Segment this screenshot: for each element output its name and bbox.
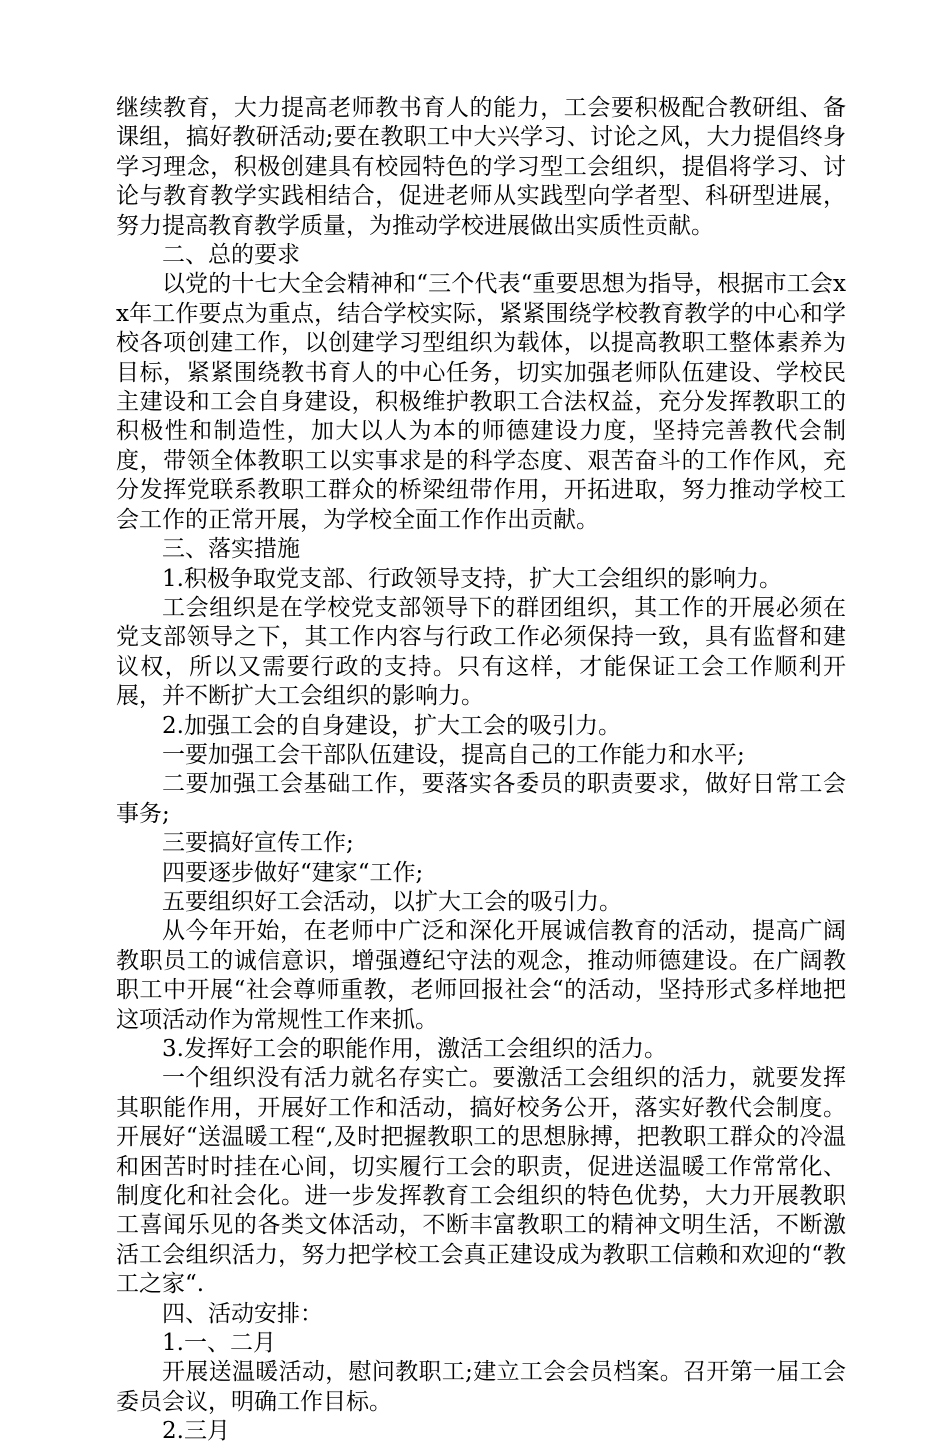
list-item: 五要组织好工会活动，以扩大工会的吸引力。 [162,888,622,915]
section-heading: 四、活动安排： [162,1300,323,1327]
paragraph: 以党的十七大全会精神和“三个代表“重要思想为指导，根据市工会xx年工作要点为重点，结合学校实际，紧紧围绕学校教育教学的中心和学校各项创建工作，以创建学习型组织为载体，以提高教职工整体素养为目标，紧紧围绕教书育人的中心任务，切实加强老师队伍建设、学校民主建设和工会自身建设，积极维护教职工合法权益，充分发挥教职工的积极性和制造性，加大以人为本的师德建设力度，坚持完善教代会制度，带领全体教职工以实事求是的科学态度、艰苦奋斗的工作作风，充分发挥党联系教职工群众的桥梁纽带作用，开拓进取，努力推动学校工会工作的正常开展，为学校全面工作作出贡献。 [116,271,846,533]
subsection-heading: 2.三月 [162,1418,230,1445]
paragraph: 从今年开始，在老师中广泛和深化开展诚信教育的活动，提高广阔教职员工的诚信意识，增强遵纪守法的观念，推动师德建设。在广阔教职工中开展“社会尊师重教，老师回报社会“的活动，坚持形式多样地把这项活动作为常规性工作来抓。 [116,918,846,1033]
list-item: 四要逐步做好“建家“工作; [162,859,424,886]
subsection-heading: 3.发挥好工会的职能作用，激活工会组织的活力。 [162,1036,667,1062]
list-item: 一要加强工会干部队伍建设，提高自己的工作能力和水平; [162,741,745,768]
section-heading: 三、落实措施 [162,536,300,563]
section-heading: 二、总的要求 [162,242,300,269]
list-item: 二要加强工会基础工作，要落实各委员的职责要求，做好日常工会事务; [116,771,846,827]
paragraph: 一个组织没有活力就名存实亡。要激活工会组织的活力，就要发挥其职能作用，开展好工作和活动，搞好校务公开，落实好教代会制度。开展好“送温暖工程“,及时把握教职工的思想脉搏，把教职工群众的冷温和困苦时时挂在心间，切实履行工会的职责，促进送温暖工作常常化、制度化和社会化。进一步发挥教育工会组织的特色优势，大力开展教职工喜闻乐见的各类文体活动，不断丰富教职工的精神文明生活，不断激活工会组织活力，努力把学校工会真正建设成为教职工信赖和欢迎的“教工之家“. [116,1065,846,1298]
subsection-heading: 1.积极争取党支部、行政领导支持，扩大工会组织的影响力。 [162,565,782,592]
list-item: 三要搞好宣传工作; [162,830,354,857]
paragraph: 继续教育，大力提高老师教书育人的能力，工会要积极配合教研组、备课组，搞好教研活动;要在教职工中大兴学习、讨论之风，大力提倡终身学习理念，积极创建具有校园特色的学习型工会组织，提倡将学习、讨论与教育教学实践相结合，促进老师从实践型向学者型、科研型进展，努力提高教育教学质量，为推动学校进展做出实质性贡献。 [116,95,846,239]
document-page [116,94,846,1447]
paragraph: 开展送温暖活动，慰问教职工;建立工会会员档案。召开第一届工会委员会议，明确工作目标。 [116,1359,846,1415]
subsection-heading: 1.一、二月 [162,1330,276,1357]
paragraph: 工会组织是在学校党支部领导下的群团组织，其工作的开展必须在党支部领导之下，其工作内容与行政工作必须保持一致，具有监督和建议权，所以又需要行政的支持。只有这样，才能保证工会工作顺利开展，并不断扩大工会组织的影响力。 [116,594,846,710]
subsection-heading: 2.加强工会的自身建设，扩大工会的吸引力。 [162,712,621,739]
